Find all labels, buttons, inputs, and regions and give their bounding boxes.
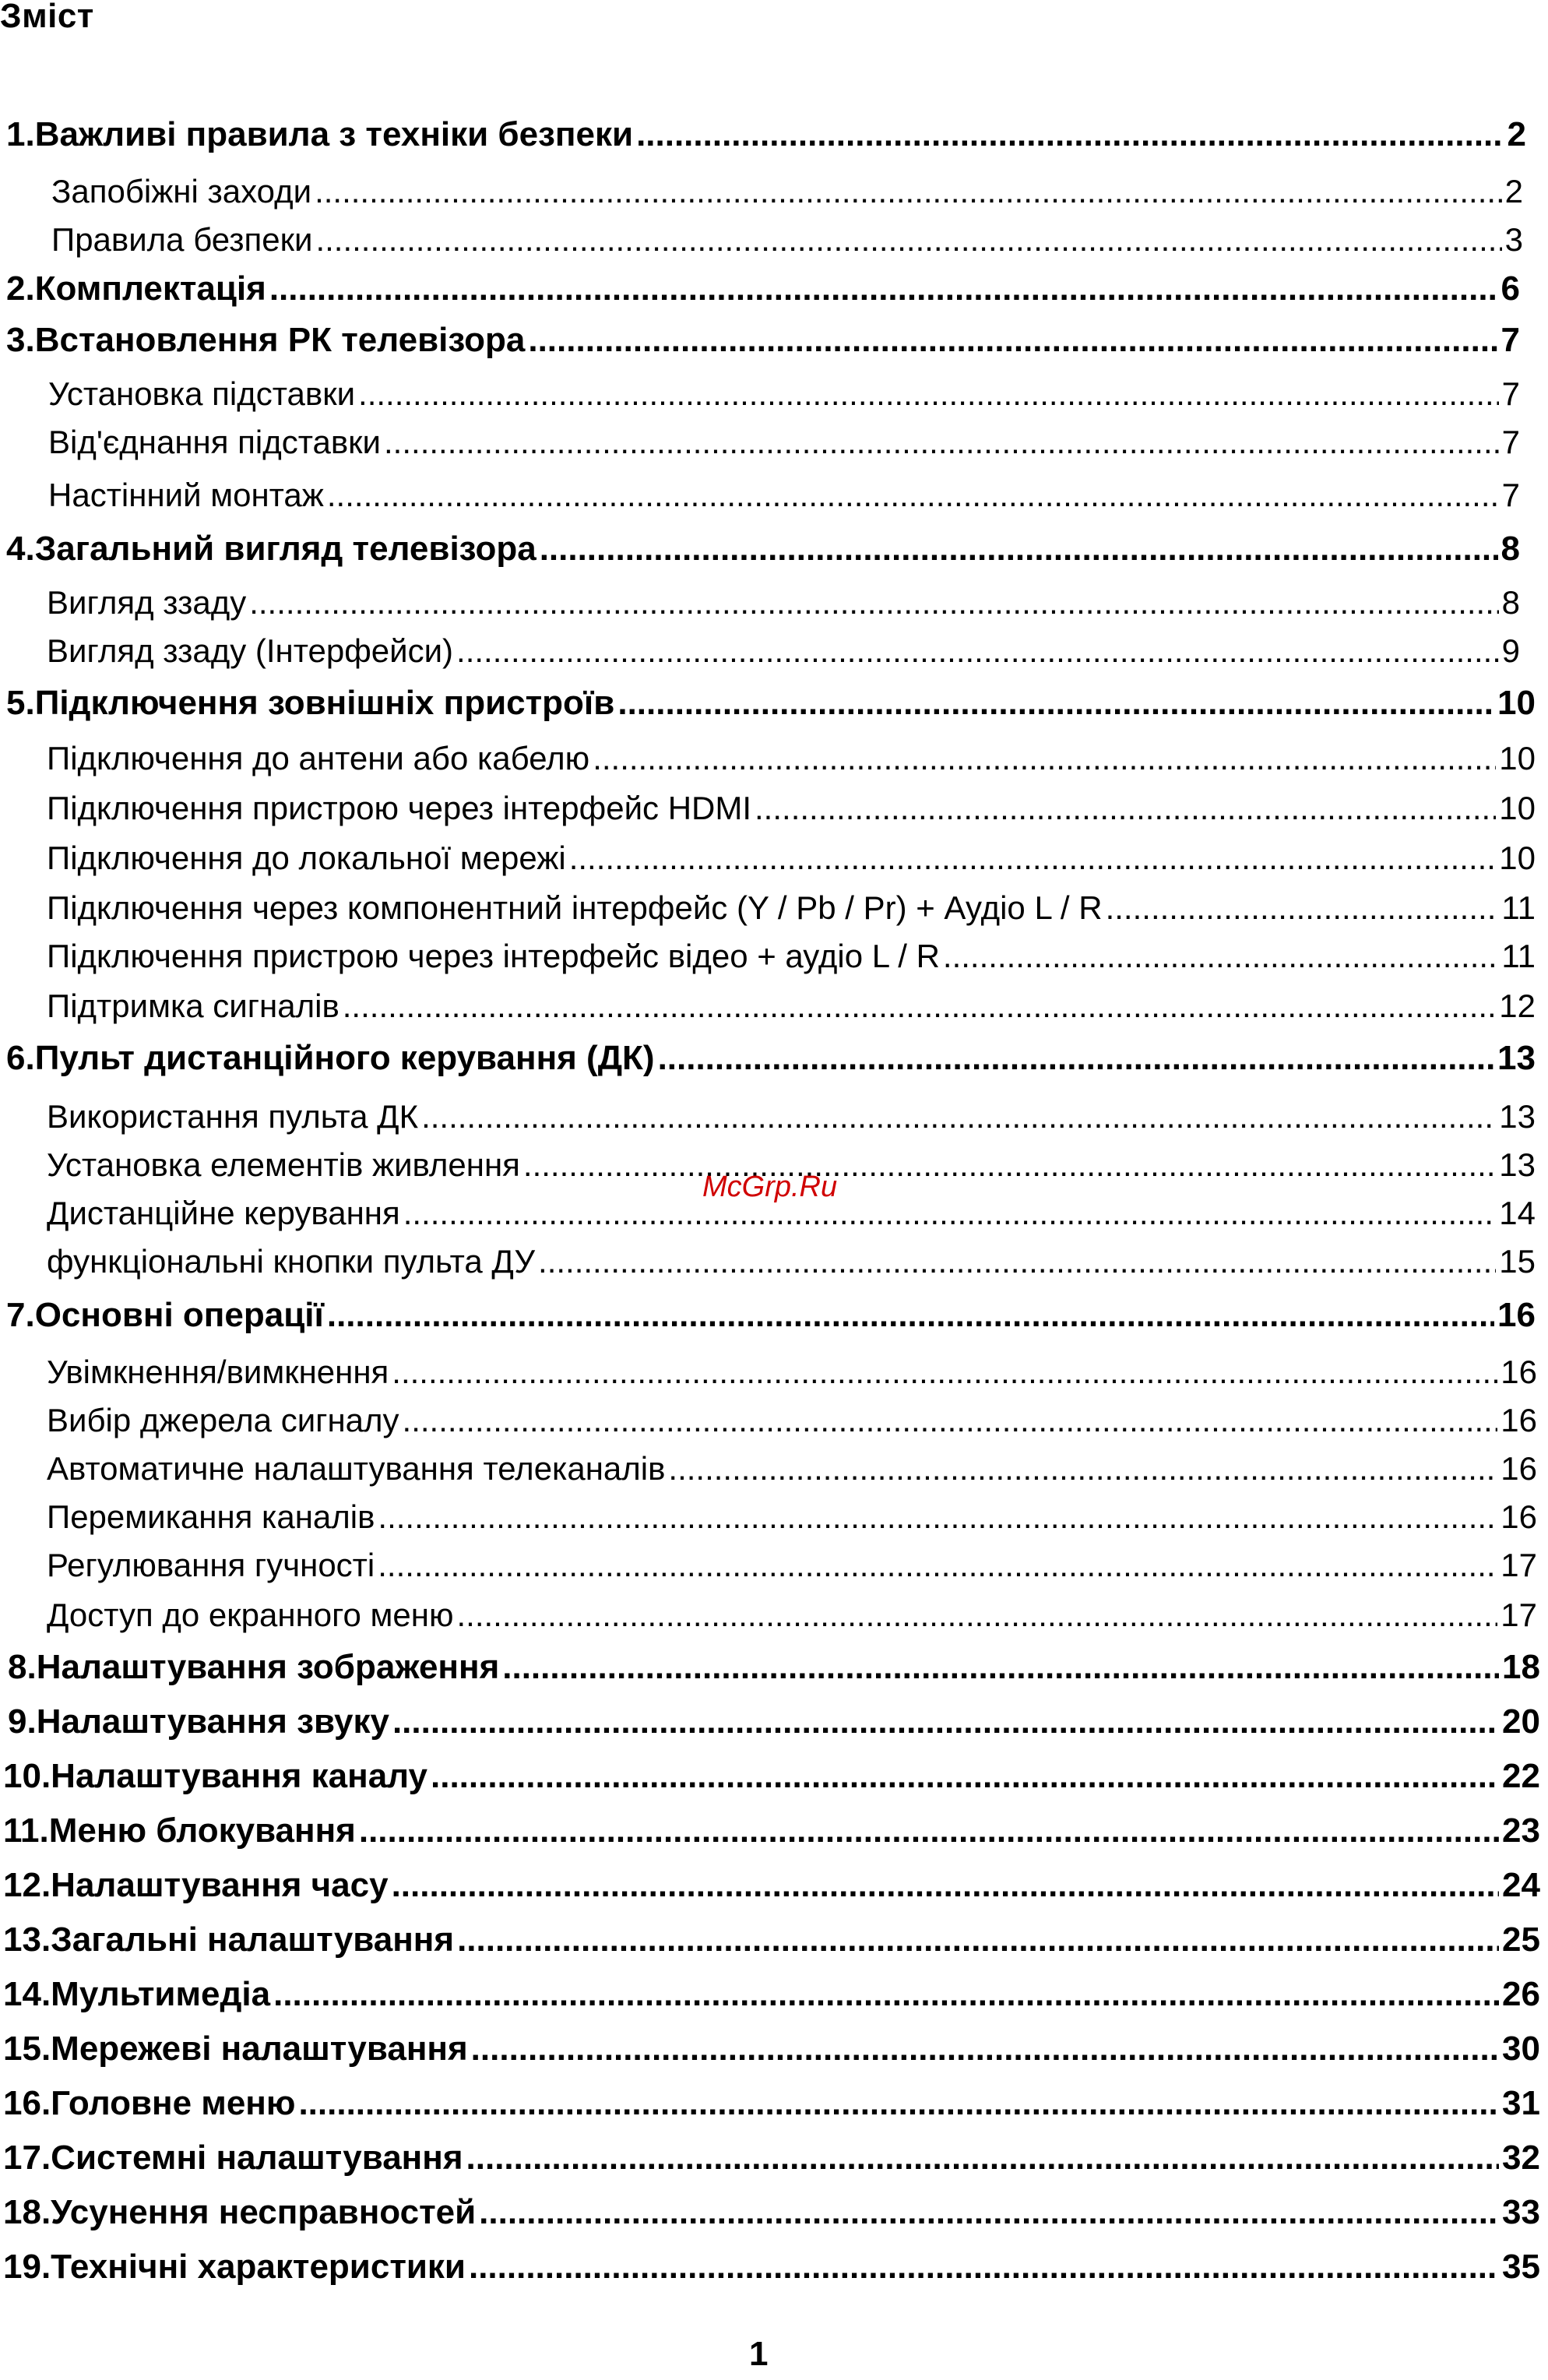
toc-label: Налаштування часу — [51, 1866, 389, 1904]
dot-leader — [269, 269, 1498, 308]
dot-leader — [392, 1866, 1499, 1905]
toc-label: функціональні кнопки пульта ДУ — [47, 1243, 536, 1280]
toc-label: Основні операції — [34, 1296, 324, 1334]
toc-page: 31 — [1502, 2084, 1540, 2122]
toc-subentry[interactable] — [47, 1450, 1537, 1488]
toc-number: 15. — [3, 2030, 51, 2068]
toc-subentry[interactable] — [47, 632, 1520, 670]
toc-entry-12[interactable] — [3, 1866, 1540, 1905]
dot-leader — [755, 790, 1496, 827]
toc-number: 18. — [3, 2193, 51, 2231]
toc-entry-14[interactable] — [3, 1975, 1540, 2014]
toc-page: 14 — [1499, 1195, 1536, 1231]
dot-leader — [378, 1547, 1497, 1584]
toc-subentry[interactable] — [51, 221, 1523, 259]
toc-label: Підключення пристрою через інтерфейс відео + аудіо L / R — [47, 938, 940, 974]
toc-page: 7 — [1501, 375, 1520, 412]
toc-entry-8[interactable] — [8, 1648, 1540, 1687]
toc-page: 8 — [1501, 584, 1520, 621]
page-title: Зміст — [0, 0, 94, 35]
toc-page: 30 — [1502, 2030, 1540, 2068]
toc-number: 5. — [6, 684, 35, 722]
toc-number: 7. — [6, 1296, 35, 1334]
toc-label: Регулювання гучності — [47, 1547, 375, 1583]
dot-leader — [538, 1243, 1496, 1280]
toc-number: 13. — [3, 1921, 51, 1959]
toc-page: 18 — [1502, 1648, 1540, 1686]
toc-page: 17 — [1501, 1597, 1537, 1633]
toc-label: Системні налаштування — [51, 2139, 463, 2177]
dot-leader — [343, 988, 1497, 1025]
toc-label: Дистанційне керування — [47, 1195, 400, 1231]
toc-entry-9[interactable] — [8, 1702, 1540, 1741]
toc-label: Запобіжні заходи — [51, 173, 312, 209]
toc-subentry[interactable] — [47, 1402, 1537, 1439]
dot-leader — [249, 584, 1498, 621]
dot-leader — [403, 1195, 1497, 1232]
toc-label: Усунення несправностей — [51, 2193, 477, 2231]
toc-label: Встановлення РК телевізора — [34, 321, 526, 359]
toc-number: 11. — [3, 1811, 49, 1850]
toc-label: Увімкнення/вимкнення — [47, 1354, 389, 1390]
dot-leader — [658, 1039, 1494, 1078]
toc-label: Установка елементів живлення — [47, 1146, 520, 1183]
dot-leader — [617, 684, 1494, 723]
toc-page: 6 — [1501, 269, 1520, 308]
toc-number: 4. — [6, 530, 35, 568]
toc-page: 32 — [1502, 2139, 1540, 2177]
toc-label: Перемикання каналів — [47, 1498, 375, 1535]
dot-leader — [569, 840, 1497, 877]
toc-label: Установка підставки — [48, 375, 356, 412]
toc-page: 2 — [1507, 115, 1526, 153]
toc-subentry[interactable] — [47, 889, 1536, 927]
toc-page: 35 — [1502, 2248, 1540, 2286]
toc-number: 16. — [3, 2084, 51, 2122]
toc-subentry[interactable] — [47, 1243, 1536, 1280]
toc-page: 16 — [1501, 1450, 1537, 1487]
toc-page: 10 — [1499, 790, 1536, 826]
toc-label: Пульт дистанційного керування (ДК) — [34, 1039, 655, 1077]
toc-entry-10[interactable] — [3, 1757, 1540, 1796]
toc-label: Мережеві налаштування — [51, 2030, 468, 2068]
toc-number: 6. — [6, 1039, 35, 1077]
toc-subentry[interactable] — [47, 1547, 1537, 1584]
toc-entry-17[interactable] — [3, 2139, 1540, 2178]
toc-subentry[interactable] — [48, 477, 1520, 514]
toc-page: 22 — [1502, 1757, 1540, 1795]
toc-page: 10 — [1499, 840, 1536, 876]
toc-label: Підключення пристрою через інтерфейс HDMI — [47, 790, 752, 826]
watermark: McGrp.Ru — [702, 1171, 838, 1203]
dot-leader — [315, 173, 1502, 210]
toc-entry-1[interactable] — [6, 115, 1526, 154]
dot-leader — [540, 530, 1498, 569]
toc-number: 9. — [8, 1702, 37, 1741]
toc-label: Настінний монтаж — [48, 477, 324, 513]
toc-subentry[interactable] — [47, 988, 1536, 1025]
toc-label: Меню блокування — [48, 1811, 356, 1850]
toc-page: 25 — [1502, 1921, 1540, 1959]
toc-label: Налаштування звуку — [36, 1702, 389, 1741]
toc-subentry[interactable] — [51, 173, 1523, 210]
toc-label: Від'єднання підставки — [48, 424, 382, 460]
toc-subentry[interactable] — [47, 1597, 1537, 1634]
toc-page: 11 — [1501, 938, 1536, 974]
dot-leader — [668, 1450, 1497, 1488]
toc-page: 10 — [1497, 684, 1536, 722]
dot-leader — [378, 1498, 1497, 1536]
dot-leader — [502, 1648, 1499, 1687]
toc-page: 17 — [1501, 1547, 1537, 1583]
toc-label: Вибір джерела сигналу — [47, 1402, 399, 1438]
toc-page: 7 — [1501, 424, 1520, 460]
toc-number: 8. — [8, 1648, 37, 1686]
toc-subentry[interactable] — [47, 840, 1536, 877]
toc-page: 16 — [1497, 1296, 1536, 1334]
dot-leader — [421, 1098, 1496, 1135]
toc-subentry[interactable] — [47, 938, 1536, 975]
toc-number: 1. — [6, 115, 35, 153]
dot-leader — [403, 1402, 1498, 1439]
toc-entry-19[interactable] — [3, 2248, 1540, 2287]
toc-entry-7[interactable] — [6, 1296, 1536, 1335]
toc-label: Підтримка сигналів — [47, 988, 340, 1024]
toc-page: 12 — [1499, 988, 1536, 1024]
toc-label: Підключення зовнішніх пристроїв — [34, 684, 615, 722]
toc-label: Загальний вигляд телевізора — [34, 530, 537, 568]
toc-label: Правила безпеки — [51, 221, 313, 258]
toc-entry-16[interactable] — [3, 2084, 1540, 2123]
toc-number: 19. — [3, 2248, 51, 2286]
toc-entry-18[interactable] — [3, 2193, 1540, 2232]
dot-leader — [327, 1296, 1494, 1335]
toc-page: 8 — [1501, 530, 1520, 568]
toc-entry-2[interactable] — [6, 269, 1520, 308]
dot-leader — [456, 1597, 1497, 1634]
toc-page: 2 — [1504, 173, 1523, 209]
toc-label: Налаштування зображення — [36, 1648, 500, 1686]
dot-leader — [1106, 889, 1499, 927]
toc-page: 20 — [1502, 1702, 1540, 1741]
dot-leader — [479, 2193, 1499, 2232]
toc-page: 11 — [1501, 889, 1536, 926]
toc-label: Доступ до екранного меню — [47, 1597, 454, 1633]
toc-number: 3. — [6, 321, 35, 359]
toc-number: 17. — [3, 2139, 51, 2177]
toc-label: Автоматичне налаштування телеканалів — [47, 1450, 666, 1487]
dot-leader — [359, 1811, 1499, 1850]
toc-subentry[interactable] — [48, 424, 1520, 461]
dot-leader — [273, 1975, 1499, 2014]
toc-number: 12. — [3, 1866, 51, 1904]
dot-leader — [431, 1757, 1499, 1796]
toc-page: 23 — [1502, 1811, 1540, 1850]
toc-page: 13 — [1499, 1146, 1536, 1183]
toc-label: Використання пульта ДК — [47, 1098, 419, 1135]
toc-entry-6[interactable] — [6, 1039, 1536, 1078]
toc-label: Головне меню — [51, 2084, 296, 2122]
dot-leader — [327, 477, 1499, 514]
toc-label: Підключення до локальної мережі — [47, 840, 566, 876]
toc-label: Мультимедіа — [51, 1975, 271, 2013]
toc-number: 14. — [3, 1975, 51, 2013]
toc-label: Налаштування каналу — [51, 1757, 427, 1795]
toc-page: 16 — [1501, 1498, 1537, 1535]
toc-page: 15 — [1499, 1243, 1536, 1280]
toc-label: Підключення через компонентний інтерфейс (Y / Pb / Pr) + Аудіо L / R — [47, 889, 1103, 926]
dot-leader — [384, 424, 1499, 461]
toc-subentry[interactable] — [47, 790, 1536, 827]
toc-entry-15[interactable] — [3, 2030, 1540, 2068]
dot-leader — [523, 1146, 1496, 1184]
dot-leader — [636, 115, 1504, 154]
toc-number: 2. — [6, 269, 35, 308]
dot-leader — [392, 1702, 1499, 1741]
toc-label: Технічні характеристики — [51, 2248, 466, 2286]
toc-entry-5[interactable] — [6, 684, 1536, 723]
dot-leader — [469, 2248, 1499, 2287]
toc-subentry[interactable] — [47, 584, 1520, 621]
toc-page: 9 — [1501, 632, 1520, 669]
toc-subentry[interactable] — [48, 375, 1520, 413]
toc-page: 10 — [1499, 740, 1536, 776]
toc-page: 13 — [1497, 1039, 1536, 1077]
toc-subentry[interactable] — [47, 1498, 1537, 1536]
toc-number: 10. — [3, 1757, 51, 1795]
toc-page: 24 — [1502, 1866, 1540, 1904]
toc-page: 33 — [1502, 2193, 1540, 2231]
dot-leader — [392, 1354, 1497, 1391]
dot-leader — [528, 321, 1497, 360]
toc-label: Вигляд ззаду — [47, 584, 247, 621]
toc-entry-13[interactable] — [3, 1921, 1540, 1959]
toc-page: 16 — [1501, 1354, 1537, 1390]
dot-leader — [358, 375, 1499, 413]
toc-label: Вигляд ззаду (Інтерфейси) — [47, 632, 454, 669]
toc-entry-3[interactable] — [6, 321, 1520, 360]
toc-page: 3 — [1504, 221, 1523, 258]
toc-page: 7 — [1501, 477, 1520, 513]
dot-leader — [943, 938, 1498, 975]
dot-leader — [298, 2084, 1499, 2123]
toc-page: 13 — [1499, 1098, 1536, 1135]
toc-page: 16 — [1501, 1402, 1537, 1438]
toc-label: Комплектація — [34, 269, 266, 308]
toc-page: 26 — [1502, 1975, 1540, 2013]
page-number: 1 — [749, 2335, 769, 2373]
dot-leader — [466, 2139, 1500, 2178]
toc-subentry[interactable] — [47, 740, 1536, 777]
dot-leader — [471, 2030, 1499, 2068]
dot-leader — [457, 1921, 1499, 1959]
toc-page: 7 — [1501, 321, 1520, 359]
toc-entry-4[interactable] — [6, 530, 1520, 569]
toc-subentry[interactable] — [47, 1354, 1537, 1391]
toc-label: Підключення до антени або кабелю — [47, 740, 590, 776]
toc-label: Загальні налаштування — [51, 1921, 455, 1959]
dot-leader — [593, 740, 1496, 777]
toc-subentry[interactable] — [47, 1098, 1536, 1135]
dot-leader — [315, 221, 1501, 259]
toc-entry-11[interactable] — [3, 1811, 1540, 1850]
dot-leader — [456, 632, 1499, 670]
toc-label: Важливі правила з техніки безпеки — [34, 115, 634, 153]
